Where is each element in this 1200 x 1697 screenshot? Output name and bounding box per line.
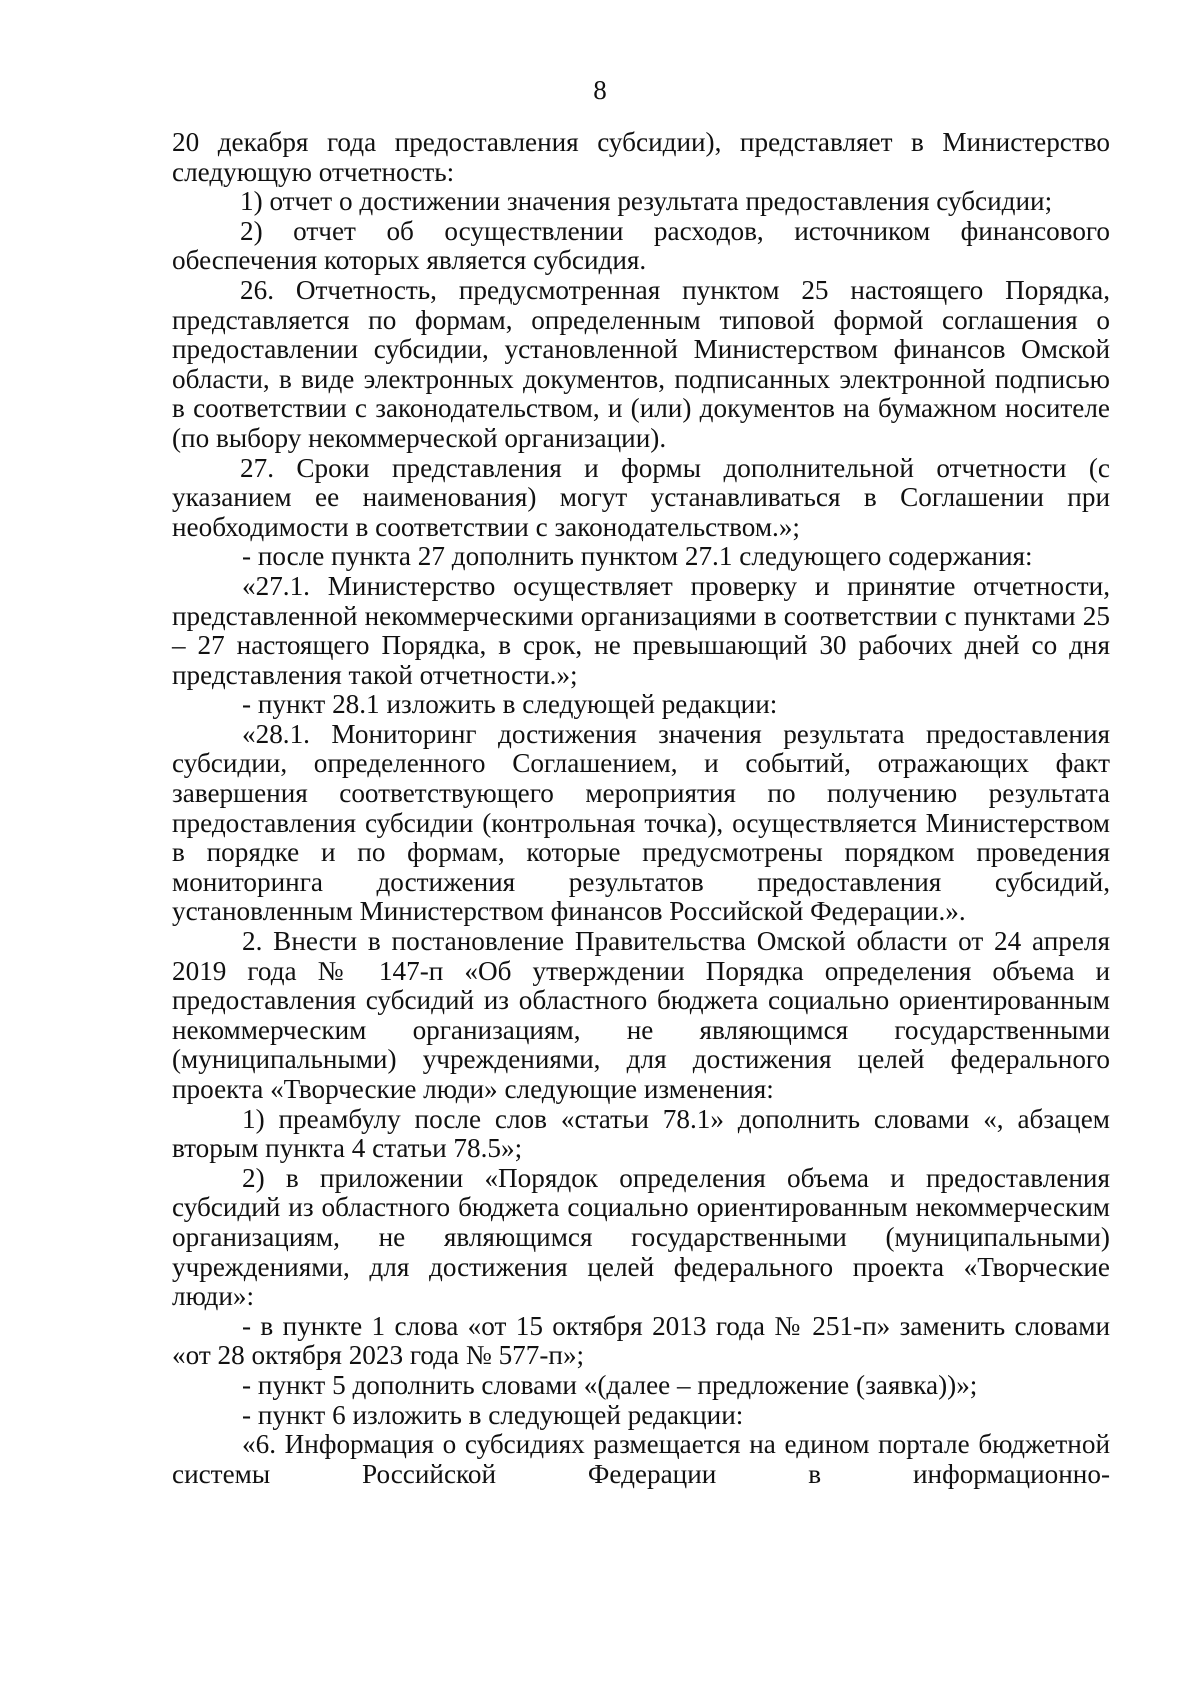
paragraph-item-27: 27. Сроки представления и формы дополнительной отчетности (с указанием ее наименования) могут устанавливаться в Соглашении при необходимости в соответствии с законодательством.»; [172,452,1110,542]
paragraph-change-item-6: - пункт 6 изложить в следующей редакции: [242,1399,744,1430]
paragraph-section-2: 2. Внести в постановление Правительства Омской области от 24 апреля 2019 года № 147-п «Об утверждении Порядка определения объема и предоставления субсидий из областного бюджета социально ориентированным некоммерческим организациям, не являющимся государственными (муниципальными) учреждениями, для достижения целей федерального проекта «Творческие люди» следующие изменения: [172,926,1110,1104]
paragraph-report-2: 2) отчет об осуществлении расходов, источником финансового обеспечения которых является субсидия. [172,215,1110,276]
paragraph-item-26: 26. Отчетность, предусмотренная пунктом 25 настоящего Порядка, представляется по формам, определенным типовой формой соглашения о предоставлении субсидии, установленной Министерством финансов Омской области, в виде электронных документов, подписанных электронной подписью в соответствии с законодательством, и (или) документов на бумажном носителе (по выбору некоммерческой организации). [172,274,1110,453]
paragraph-change-item-1: - в пункте 1 слова «от 15 октября 2013 года № 251-п» заменить словами «от 28 октября 2023 года № 577-п»; [172,1310,1110,1371]
paragraph-item-27-1: «27.1. Министерство осуществляет проверку и принятие отчетности, представленной некоммерческими организациями в соответствии с пунктами 25 – 27 настоящего Порядка, в срок, не превышающий 30 рабочих дней со дня представления такой отчетности.»; [172,570,1110,690]
paragraph-item-28-1: «28.1. Мониторинг достижения значения результата предоставления субсидии, определенного Соглашением, и событий, отражающих факт завершения соответствующего мероприятия по получению результата предоставления субсидии (контрольная точка), осуществляется Министерством в порядке и по формам, которые предусмотрены порядком проведения мониторинга достижения результатов предоставления субсидий, установленным Министерством финансов Российской Федерации.». [172,718,1110,927]
paragraph-amend-28-1: - пункт 28.1 изложить в следующей редакции: [242,689,778,720]
paragraph-intro: 20 декабря года предоставления субсидии), представляет в Министерство следующую отчетность: [172,127,1110,187]
paragraph-amend-27-1: - после пункта 27 дополнить пунктом 27.1 следующего содержания: [242,541,1033,572]
document-body [172,128,1110,1489]
paragraph-change-1: 1) преамбулу после слов «статьи 78.1» дополнить словами «, абзацем вторым пункта 4 статьи 78.5»; [172,1103,1110,1164]
paragraph-change-2: 2) в приложении «Порядок определения объема и предоставления субсидий из областного бюджета социально ориентированным некоммерческим организациям, не являющимся государственными (муниципальными) учреждениями, для достижения целей федерального проекта «Творческие люди»: [172,1162,1110,1312]
page-number: 8 [593,75,607,105]
paragraph-change-item-5: - пункт 5 дополнить словами «(далее – предложение (заявка))»; [242,1369,978,1400]
paragraph-item-6: «6. Информация о субсидиях размещается на едином портале бюджетной системы Российской Федерации в информационно- [172,1429,1110,1489]
paragraph-report-1: 1) отчет о достижении значения результата предоставления субсидии; [240,186,1053,217]
